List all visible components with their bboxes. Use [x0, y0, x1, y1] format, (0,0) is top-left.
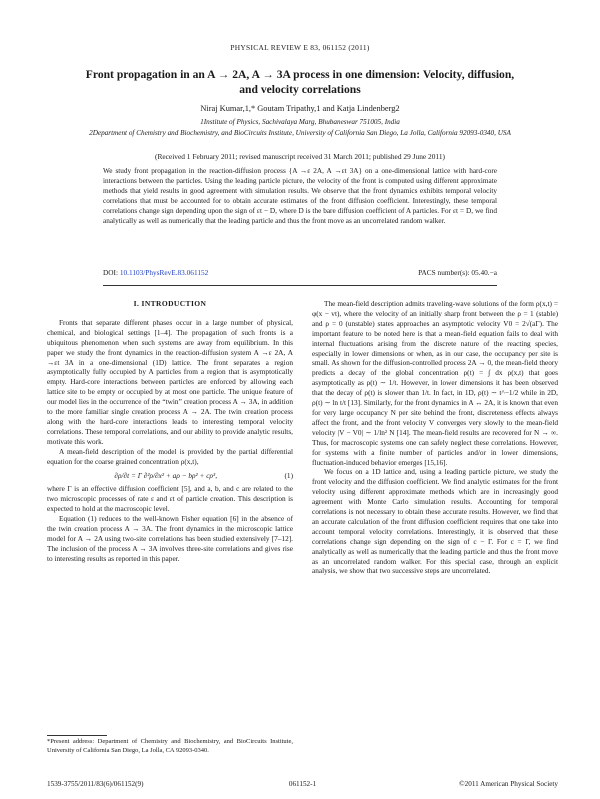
left-column: [47, 299, 293, 564]
section-divider: [103, 285, 497, 286]
page-number: 061152-1: [288, 780, 317, 788]
footnote: *Present address: Department of Chemistry and Biochemistry, and BioCircuits Institute, University of California San Diego, La Jolla, CA 92093-0340.: [47, 738, 293, 754]
doi-link[interactable]: 10.1103/PhysRevE.83.061152: [119, 268, 209, 277]
abstract: We study front propagation in the reaction-diffusion process {A →ε 2A, A →εt 3A} on a one-dimensional lattice with hard-core interactions between the particles. Using the leading particle picture, the velocity of the front is computed using different approximate methods that yield results in good agreement with simulation results. We observe that the front dynamics exhibits temporal velocity correlations that must be accounted for to obtain accurate estimates of the front diffusion coefficient. Interestingly, these temporal correlations change sign depending upon the sign of εt − D, where D is the bare diffusion coefficient of A particles. For εt = D, we find analytically as well as numerically that the leading particle and thus the front move as an uncorrelated random walker.: [103, 167, 497, 226]
doi-label: DOI:: [103, 268, 118, 277]
equation-number: (1): [284, 470, 293, 480]
equation-body: ∂ρ/∂t = Γ ∂²ρ/∂x² + aρ − bρ² + cρ³,: [114, 470, 218, 480]
paragraph: where Γ is an effective diffusion coefficient [5], and a, b, and c are related to the two microscopic processes of rate ε and εt of particle creation. This description is expected to hold at the macroscopic level.: [47, 484, 293, 514]
footer-issn: 1539-3755/2011/83(6)/061152(9): [47, 780, 144, 788]
doi-line: [103, 268, 497, 277]
paragraph: We focus on a 1D lattice and, using a leading particle picture, we study the front velocity and the diffusion coefficient. We find analytic estimates for the front velocity using different approximate methods which are in increasingly good agreement with Monte Carlo simulation results. Accounting for temporal correlations is not necessary to obtain these accurate results. However, we find that an accurate calculation of the front diffusion coefficient requires that one take into account temporal velocity correlations. Interestingly, it is observed that these correlations change sign depending on the sign of c − Γ. For c = Γ, we find analytically as well as numerically that the leading particle and thus the front move as an uncorrelated random walker. For this special case, through an explicit analysis, we show that two successive steps are uncorrelated.: [312, 467, 558, 576]
pacs-numbers: PACS number(s): 05.40.−a: [418, 268, 497, 277]
equation-1: [47, 471, 293, 481]
page-footer: [47, 780, 558, 788]
paragraph: The mean-field description admits traveling-wave solutions of the form ρ(x,t) = φ(x − vt), where the velocity of an initially sharp front between the ρ = 1 (stable) and ρ = 0 (unstable) states approaches an asymptotic velocity V0 = 2√(aΓ). The important feature to be noted here is that a mean-field equation fails to deal with internal fluctuations arising from the discrete nature of the reacting species, especially in lower dimensions or when, as in our case, the occupancy per site is small. As shown for the diffusion-controlled process 2A → 0, the mean-field theory predicts a decay of the global concentration ρ(t) = ∫ dx ρ(x,t) that goes asymptotically as ρ(t) ∼ 1/t. However, in lower dimensions it has been observed that the decay of ρ(t) is slower than 1/t. In fact, in 1D, ρ(t) ∼ t^−1/2 while in 2D, ρ(t) ∼ ln t/t [13]. Similarly, for the front dynamics in A ↔ 2A, it is known that even for very large occupancy N per site behind the front, discreteness effects always affect the front, and the front velocity V converges very slowly to the mean-field velocity |V − V0| ∼ 1/ln² N [14]. The mean-field results are recovered for N → ∞. Thus, for macroscopic systems one can safely neglect these correlations. However, for systems with a finite number of particles and/or in lower dimensions, fluctuation-induced behavior emerges [15,16].: [312, 299, 558, 467]
footnote-divider: [47, 735, 107, 736]
copyright: ©2011 American Physical Society: [459, 780, 558, 788]
author-list: Niraj Kumar,1,* Goutam Tripathy,1 and Katja Lindenberg2: [200, 104, 400, 113]
affiliation-1: 1Institute of Physics, Sachivalaya Marg, Bhubaneswar 751005, India: [200, 118, 400, 126]
paragraph: A mean-field description of the model is provided by the partial differential equation for the coarse grained concentration ρ(x,t),: [47, 446, 293, 466]
affiliation-2: 2Department of Chemistry and Biochemistry, and BioCircuits Institute, University of California San Diego, La Jolla, California 92093-0340, USA: [89, 129, 511, 137]
journal-header: PHYSICAL REVIEW E 83, 061152 (2011): [230, 43, 370, 52]
right-column: [312, 299, 558, 576]
paragraph: Equation (1) reduces to the well-known Fisher equation [6] in the absence of the twin creation process A → 3A. The front dynamics in the microscopic lattice model for A → 2A using two-site correlations has been studied extensively [7–12]. The inclusion of the process A → 3A involves three-site correlations and gives rise to interesting results as reported in this paper.: [47, 514, 293, 563]
section-heading: I. INTRODUCTION: [133, 299, 207, 308]
paragraph: Fronts that separate different phases occur in a large number of physical, chemical, and biological settings [1–4]. The propagation of such fronts is a ubiquitous phenomenon when such systems are away from equilibrium. In this paper we study the front dynamics in the reaction-diffusion system A →ε 2A, A →εt 3A in a one-dimensional (1D) lattice. The front separates a region asymptotically fully occupied by A particles from a region that is asymptotically empty. Hard-core interactions between particles are enforced by allowing each lattice site to be empty or occupied by at most one particle. The unique feature of our model lies in the occurrence of the “twin” creation process A → 3A, in addition to the more familiar single creation process A → 2A. The twin creation process along with the hard-core interactions leads to interesting temporal velocity correlations. These temporal correlations, and our ability to provide analytic results, motivate this work.: [47, 317, 293, 446]
paper-title: Front propagation in an A → 2A, A → 3A process in one dimension: Velocity, diffusion, and velocity correlations: [85, 68, 515, 96]
received-dates: (Received 1 February 2011; revised manuscript received 31 March 2011; published 29 June 2011): [154, 152, 445, 161]
